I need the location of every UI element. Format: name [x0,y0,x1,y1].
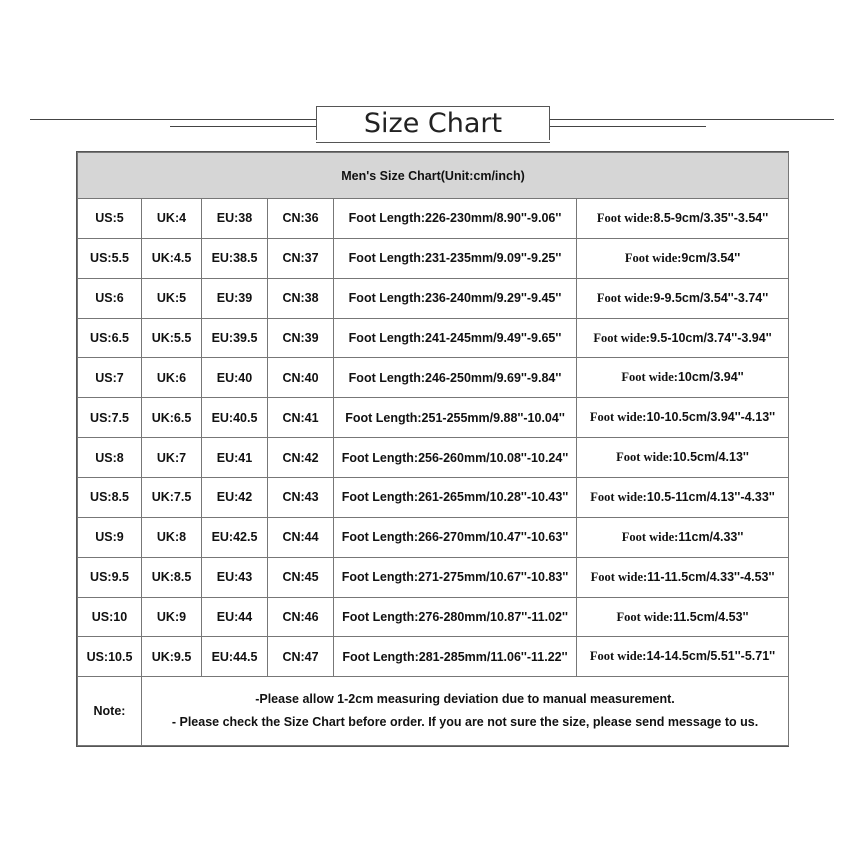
cell-uk: UK:6.5 [142,398,202,438]
cell-length: Foot Length:231-235mm/9.09''-9.25'' [334,238,577,278]
title-rule-right-long [550,119,834,120]
foot-wide-value: 9cm/3.54'' [681,250,741,265]
foot-wide-label: Foot wide: [590,569,648,584]
cell-us: US:7.5 [78,398,142,438]
foot-wide-value: 10cm/3.94'' [677,370,744,385]
cell-cn: CN:36 [268,199,334,239]
foot-wide-label: Foot wide: [589,649,647,664]
cell-us: US:9 [78,517,142,557]
foot-wide-value: 11-11.5cm/4.33''-4.53'' [647,569,775,584]
page-title: Size Chart [316,106,550,140]
title-rule-right-short [550,126,706,127]
cell-eu: EU:44 [202,597,268,637]
cell-length: Foot Length:256-260mm/10.08''-10.24'' [334,438,577,478]
cell-length: Foot Length:276-280mm/10.87''-11.02'' [334,597,577,637]
cell-cn: CN:45 [268,557,334,597]
cell-us: US:7 [78,358,142,398]
cell-us: US:5.5 [78,238,142,278]
foot-wide-value: 10.5-11cm/4.13''-4.33'' [646,489,775,504]
cell-eu: EU:41 [202,438,268,478]
cell-length: Foot Length:241-245mm/9.49''-9.65'' [334,318,577,358]
cell-eu: EU:42 [202,478,268,518]
cell-uk: UK:7 [142,438,202,478]
cell-length: Foot Length:236-240mm/9.29''-9.45'' [334,278,577,318]
cell-us: US:10.5 [78,637,142,677]
cell-eu: EU:43 [202,557,268,597]
table-row [78,199,789,239]
note-line: -Please allow 1-2cm measuring deviation due to manual measurement. [255,692,675,707]
cell-us: US:6.5 [78,318,142,358]
foot-wide-value: 9.5-10cm/3.74''-3.94'' [649,330,772,345]
cell-eu: EU:39 [202,278,268,318]
foot-wide-label: Foot wide: [616,609,674,624]
cell-uk: UK:4 [142,199,202,239]
cell-eu: EU:40 [202,358,268,398]
title-rule-left-long [30,119,316,120]
cell-uk: UK:5 [142,278,202,318]
cell-length: Foot Length:271-275mm/10.67''-10.83'' [334,557,577,597]
table-row [78,398,789,438]
cell-wide [577,478,789,518]
table-row [78,557,789,597]
cell-uk: UK:9 [142,597,202,637]
cell-wide [577,557,789,597]
foot-wide-value: 10-10.5cm/3.94''-4.13'' [646,410,776,425]
table-header: Men's Size Chart(Unit:cm/inch) [78,153,789,199]
size-chart-table [76,151,789,747]
cell-uk: UK:9.5 [142,637,202,677]
cell-cn: CN:43 [268,478,334,518]
table-row [78,278,789,318]
cell-cn: CN:37 [268,238,334,278]
cell-cn: CN:40 [268,358,334,398]
table-row [78,478,789,518]
foot-wide-label: Foot wide: [593,330,650,345]
note-line: - Please check the Size Chart before order. If you are not sure the size, please send message to us. [171,715,759,730]
foot-wide-value: 9-9.5cm/3.54''-3.74'' [653,290,769,305]
foot-wide-label: Foot wide: [624,250,682,265]
cell-length: Foot Length:251-255mm/9.88''-10.04'' [334,398,577,438]
cell-uk: UK:8.5 [142,557,202,597]
cell-eu: EU:39.5 [202,318,268,358]
cell-uk: UK:6 [142,358,202,398]
cell-wide [577,438,789,478]
note-label: Note: [78,677,142,746]
cell-uk: UK:7.5 [142,478,202,518]
table-row [78,358,789,398]
cell-cn: CN:42 [268,438,334,478]
note-content [142,677,789,746]
cell-uk: UK:5.5 [142,318,202,358]
foot-wide-label: Foot wide: [596,210,654,225]
cell-uk: UK:4.5 [142,238,202,278]
cell-length: Foot Length:266-270mm/10.47''-10.63'' [334,517,577,557]
cell-wide [577,199,789,239]
cell-eu: EU:44.5 [202,637,268,677]
cell-length: Foot Length:246-250mm/9.69''-9.84'' [334,358,577,398]
cell-wide [577,637,789,677]
cell-us: US:5 [78,199,142,239]
cell-wide [577,278,789,318]
foot-wide-label: Foot wide: [590,489,647,504]
cell-length: Foot Length:226-230mm/8.90''-9.06'' [334,199,577,239]
foot-wide-label: Foot wide: [596,290,654,305]
cell-wide [577,358,789,398]
foot-wide-label: Foot wide: [589,410,647,425]
table-row [78,597,789,637]
table-row [78,637,789,677]
cell-eu: EU:42.5 [202,517,268,557]
foot-wide-label: Foot wide: [616,450,673,465]
cell-us: US:6 [78,278,142,318]
table-header-row [78,153,789,199]
cell-cn: CN:46 [268,597,334,637]
cell-cn: CN:41 [268,398,334,438]
table-row [78,517,789,557]
cell-eu: EU:40.5 [202,398,268,438]
note-row [78,677,789,746]
cell-eu: EU:38.5 [202,238,268,278]
cell-us: US:9.5 [78,557,142,597]
cell-uk: UK:8 [142,517,202,557]
foot-wide-value: 11.5cm/4.53'' [673,609,749,624]
foot-wide-value: 11cm/4.33'' [678,529,744,544]
cell-wide [577,597,789,637]
table-row [78,318,789,358]
foot-wide-label: Foot wide: [621,370,678,385]
cell-wide [577,517,789,557]
cell-cn: CN:44 [268,517,334,557]
cell-us: US:8.5 [78,478,142,518]
cell-cn: CN:47 [268,637,334,677]
cell-us: US:10 [78,597,142,637]
cell-cn: CN:39 [268,318,334,358]
cell-us: US:8 [78,438,142,478]
foot-wide-label: Foot wide: [621,529,679,544]
cell-eu: EU:38 [202,199,268,239]
cell-cn: CN:38 [268,278,334,318]
table-row [78,438,789,478]
foot-wide-value: 10.5cm/4.13'' [672,450,749,465]
foot-wide-value: 14-14.5cm/5.51''-5.71'' [646,649,776,664]
cell-wide [577,238,789,278]
cell-length: Foot Length:261-265mm/10.28''-10.43'' [334,478,577,518]
cell-wide [577,318,789,358]
cell-wide [577,398,789,438]
cell-length: Foot Length:281-285mm/11.06''-11.22'' [334,637,577,677]
foot-wide-value: 8.5-9cm/3.35''-3.54'' [653,210,769,225]
table-row [78,238,789,278]
title-rule-left-short [170,126,316,127]
